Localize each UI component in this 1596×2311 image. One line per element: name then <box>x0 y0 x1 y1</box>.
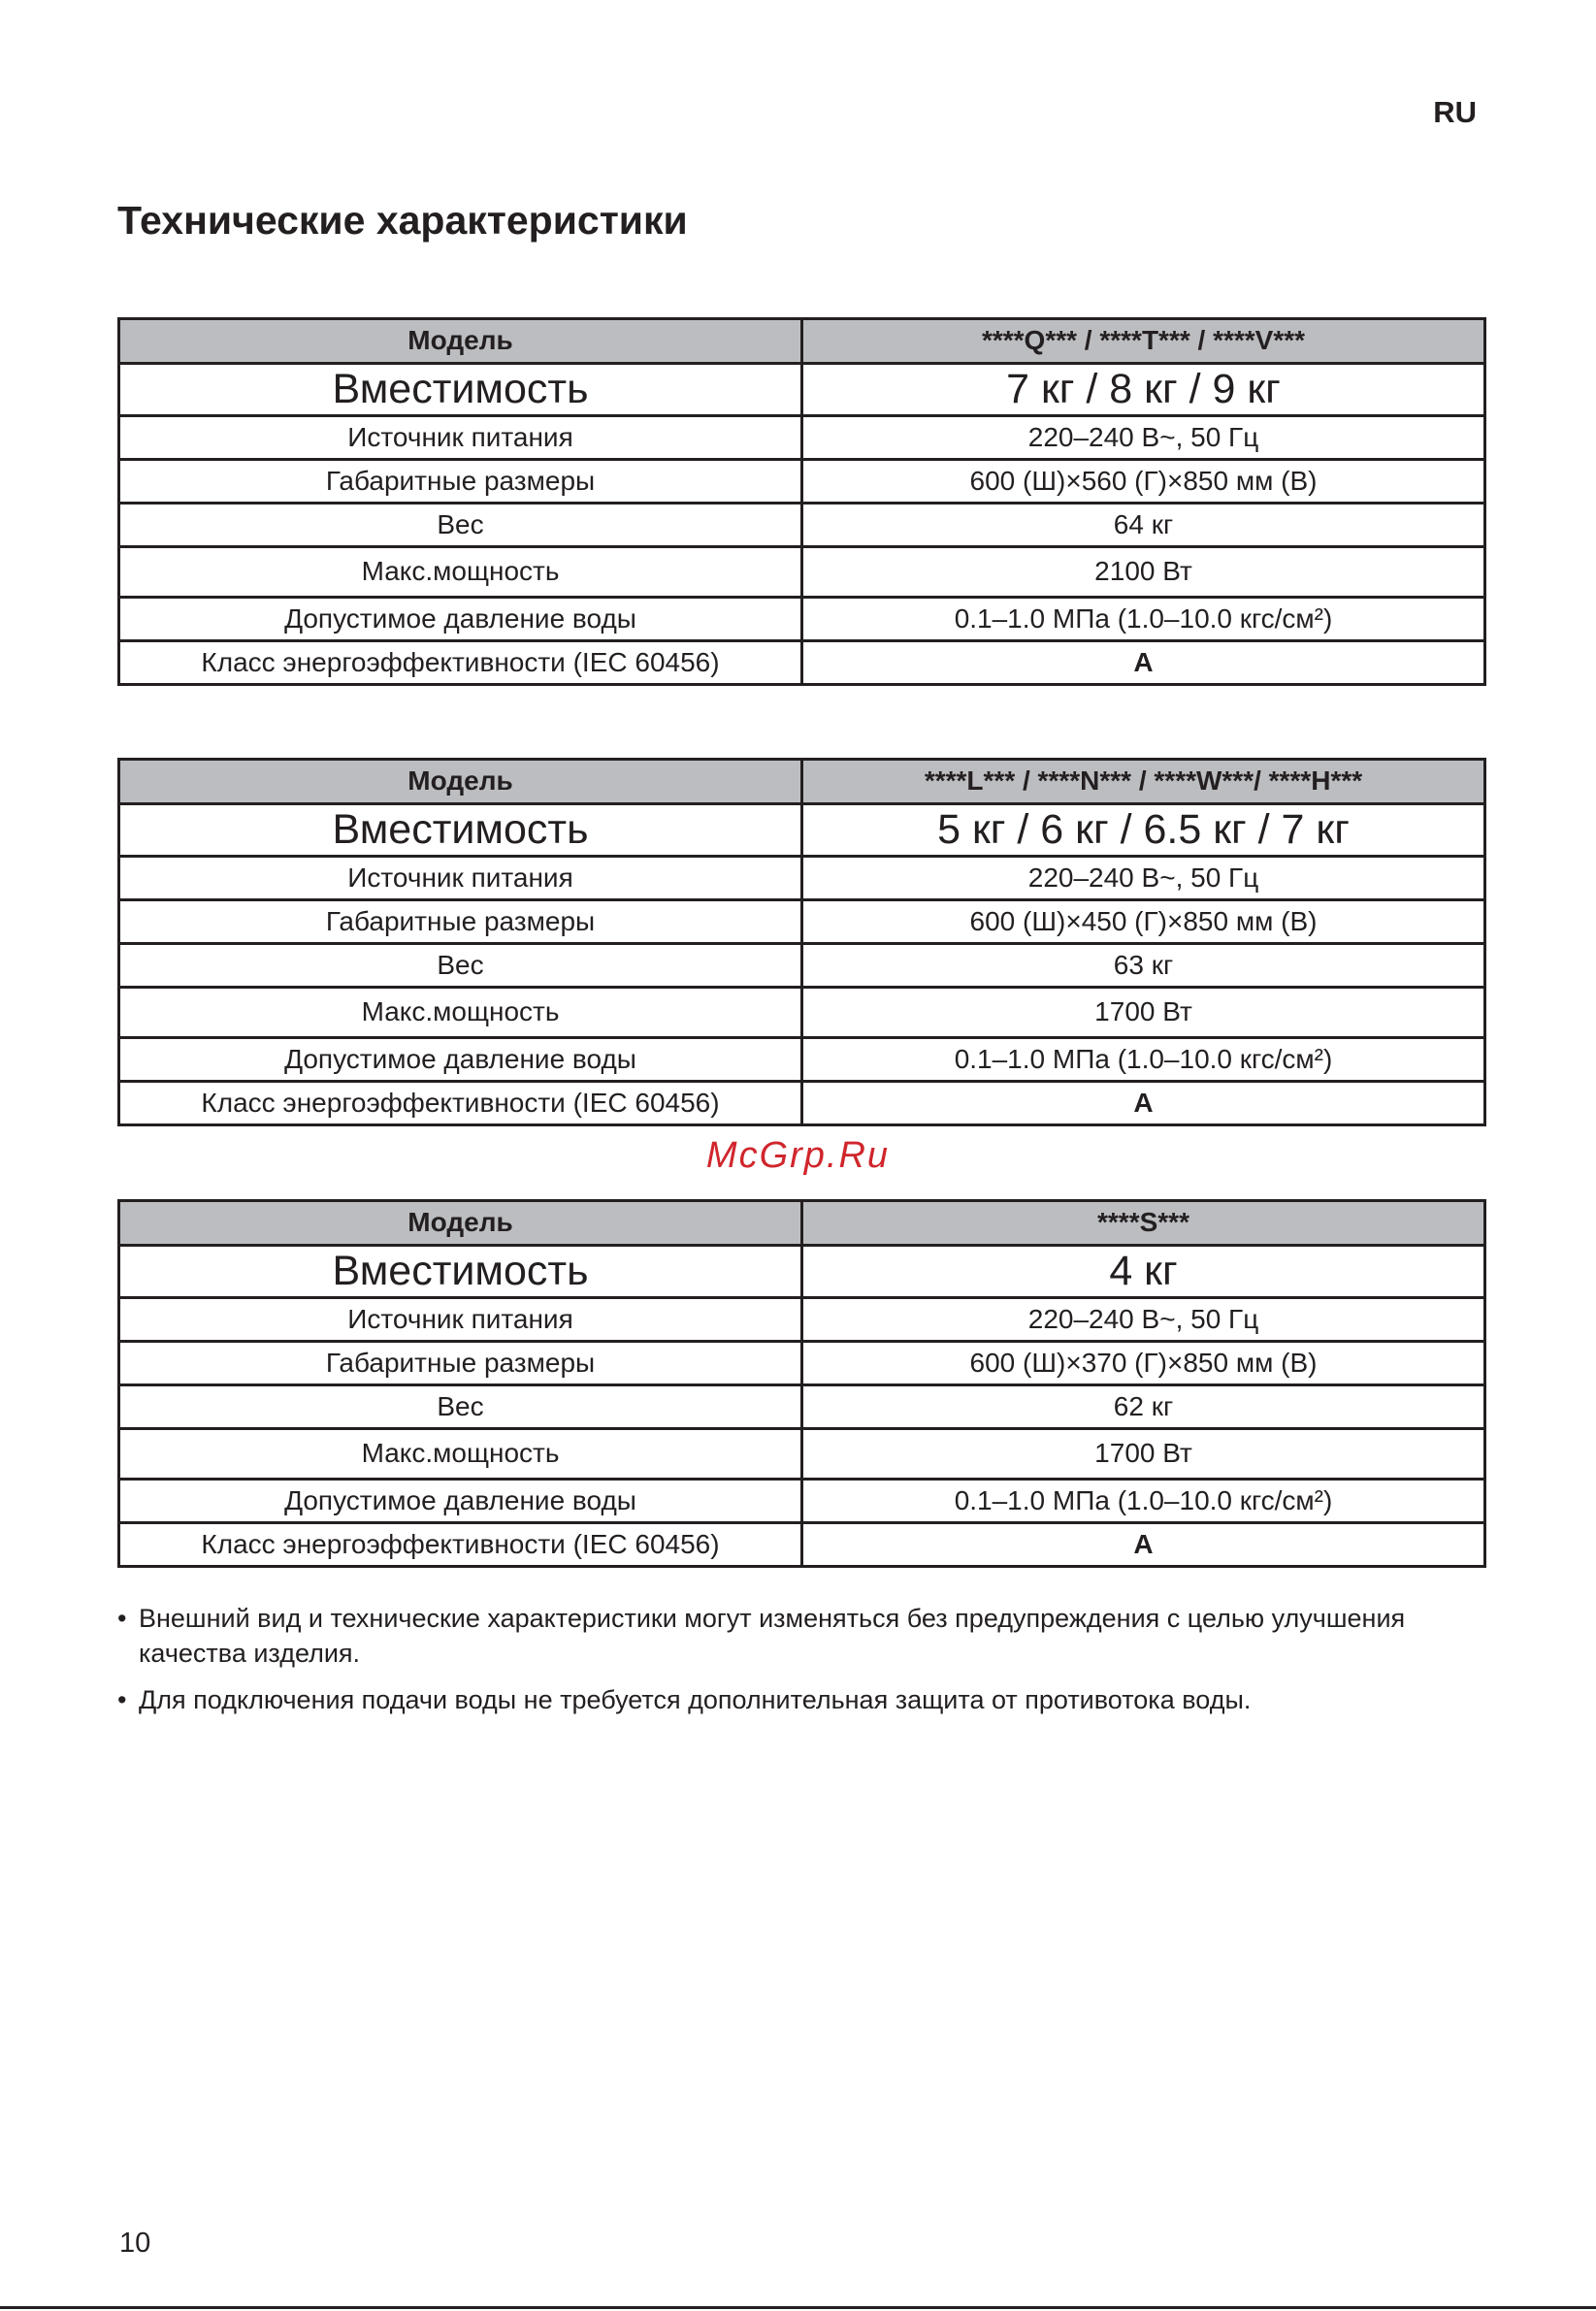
list-item <box>117 1682 1476 1717</box>
row-value: 220–240 В~, 50 Гц <box>802 1298 1485 1342</box>
row-label: Допустимое давление воды <box>119 1038 802 1082</box>
row-value: 0.1–1.0 МПа (1.0–10.0 кгс/см²) <box>802 598 1485 641</box>
list-item <box>117 1601 1476 1671</box>
bottom-divider <box>0 2306 1596 2309</box>
row-value: 7 кг / 8 кг / 9 кг <box>802 364 1485 416</box>
table-row <box>119 900 1485 944</box>
table-row <box>119 1385 1485 1429</box>
table-row <box>119 857 1485 900</box>
row-label: Макс.мощность <box>119 1429 802 1480</box>
row-value: 220–240 В~, 50 Гц <box>802 857 1485 900</box>
row-label: Класс энергоэффективности (IEC 60456) <box>119 1523 802 1567</box>
row-value: 600 (Ш)×370 (Г)×850 мм (В) <box>802 1342 1485 1385</box>
table-row <box>119 1523 1485 1567</box>
table-row <box>119 641 1485 685</box>
note-text: Внешний вид и технические характеристики могут изменяться без предупреждения с целью улучшения качества изделия. <box>139 1604 1406 1668</box>
page-title: Технические характеристики <box>117 198 688 243</box>
table-row <box>119 1246 1485 1298</box>
row-label: Вес <box>119 1385 802 1429</box>
model-value: ****L*** / ****N*** / ****W***/ ****H*** <box>802 760 1485 804</box>
row-value: 62 кг <box>802 1385 1485 1429</box>
row-value: 1700 Вт <box>802 988 1485 1038</box>
row-label: Габаритные размеры <box>119 1342 802 1385</box>
table-row <box>119 1038 1485 1082</box>
language-code: RU <box>1433 95 1477 129</box>
row-label: Допустимое давление воды <box>119 1480 802 1523</box>
row-label: Макс.мощность <box>119 988 802 1038</box>
row-label: Габаритные размеры <box>119 460 802 504</box>
model-label: Модель <box>119 1201 802 1246</box>
page-number: 10 <box>119 2228 151 2259</box>
row-label: Источник питания <box>119 1298 802 1342</box>
row-value: 600 (Ш)×450 (Г)×850 мм (В) <box>802 900 1485 944</box>
table-row <box>119 504 1485 547</box>
model-label: Модель <box>119 319 802 364</box>
spec-table-2 <box>117 758 1486 1126</box>
table-row <box>119 944 1485 988</box>
table-row <box>119 547 1485 598</box>
table-row <box>119 460 1485 504</box>
model-value: ****S*** <box>802 1201 1485 1246</box>
table-row <box>119 1298 1485 1342</box>
row-label: Вместимость <box>119 1246 802 1298</box>
row-value: 0.1–1.0 МПа (1.0–10.0 кгс/см²) <box>802 1480 1485 1523</box>
spec-table-3 <box>117 1199 1486 1568</box>
row-label: Вес <box>119 944 802 988</box>
row-value: 600 (Ш)×560 (Г)×850 мм (В) <box>802 460 1485 504</box>
table-header-row <box>119 1201 1485 1246</box>
row-label: Макс.мощность <box>119 547 802 598</box>
notes-list <box>117 1601 1476 1729</box>
note-text: Для подключения подачи воды не требуется дополнительная защита от противотока воды. <box>139 1685 1252 1714</box>
table-header-row <box>119 760 1485 804</box>
watermark-text: McGrp.Ru <box>705 1135 891 1176</box>
row-value: 5 кг / 6 кг / 6.5 кг / 7 кг <box>802 804 1485 857</box>
row-label: Габаритные размеры <box>119 900 802 944</box>
row-label: Класс энергоэффективности (IEC 60456) <box>119 1082 802 1125</box>
table-row <box>119 364 1485 416</box>
row-label: Допустимое давление воды <box>119 598 802 641</box>
row-label: Вместимость <box>119 364 802 416</box>
table-row <box>119 988 1485 1038</box>
bullet-icon: • <box>117 1604 127 1633</box>
row-label: Вместимость <box>119 804 802 857</box>
row-value: A <box>802 1082 1485 1125</box>
row-label: Вес <box>119 504 802 547</box>
bullet-icon: • <box>117 1685 127 1714</box>
row-value: 220–240 В~, 50 Гц <box>802 416 1485 460</box>
row-label: Класс энергоэффективности (IEC 60456) <box>119 641 802 685</box>
table-row <box>119 1082 1485 1125</box>
table-row <box>119 1342 1485 1385</box>
row-value: 2100 Вт <box>802 547 1485 598</box>
spec-table-1 <box>117 317 1486 686</box>
model-label: Модель <box>119 760 802 804</box>
row-value: 63 кг <box>802 944 1485 988</box>
row-label: Источник питания <box>119 416 802 460</box>
row-value: 4 кг <box>802 1246 1485 1298</box>
table-row <box>119 416 1485 460</box>
table-row <box>119 598 1485 641</box>
row-value: 0.1–1.0 МПа (1.0–10.0 кгс/см²) <box>802 1038 1485 1082</box>
row-value: A <box>802 1523 1485 1567</box>
table-row <box>119 804 1485 857</box>
table-row <box>119 1480 1485 1523</box>
row-value: A <box>802 641 1485 685</box>
row-value: 1700 Вт <box>802 1429 1485 1480</box>
table-row <box>119 1429 1485 1480</box>
row-label: Источник питания <box>119 857 802 900</box>
model-value: ****Q*** / ****T*** / ****V*** <box>802 319 1485 364</box>
table-header-row <box>119 319 1485 364</box>
row-value: 64 кг <box>802 504 1485 547</box>
